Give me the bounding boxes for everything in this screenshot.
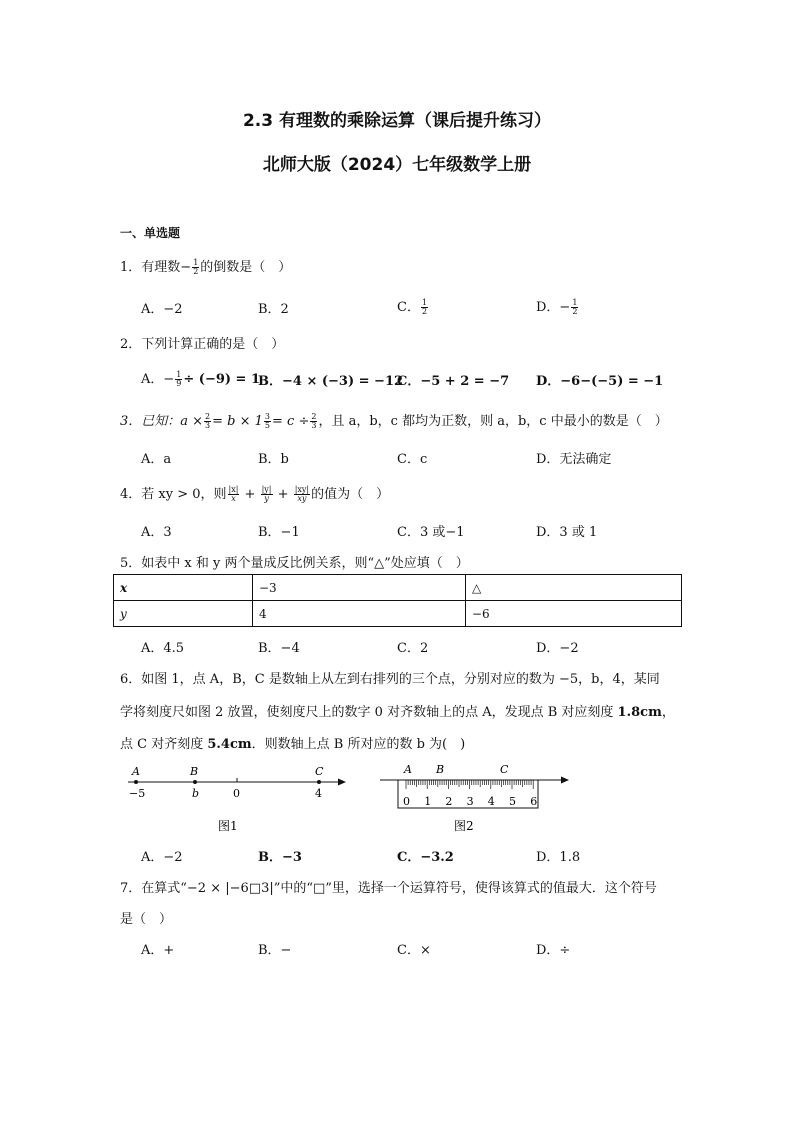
figure-2-ruler xyxy=(376,760,576,835)
fig2-label-b: B xyxy=(436,763,445,776)
question-7-line-1: 7．在算式“−2 × |−6□3|”中的“□”里，选择一个运算符号，使得该算式的值最大．这个符号 xyxy=(120,881,657,896)
q7-option-d[interactable]: D．÷ xyxy=(536,943,571,958)
arrow-icon xyxy=(561,777,569,784)
q7-option-a[interactable]: A．+ xyxy=(141,943,175,958)
q5-table xyxy=(113,574,682,627)
question-7-line-2: 是（ ） xyxy=(120,912,173,927)
point-c-dot xyxy=(317,780,321,784)
q4-option-d[interactable]: D．3 或 1 xyxy=(536,525,598,540)
fig1-caption: 图1 xyxy=(218,819,238,833)
ruler-label: 2 xyxy=(445,795,453,808)
fig2-caption: 图2 xyxy=(454,819,474,833)
ruler-label: 6 xyxy=(530,795,538,808)
ruler-label: 5 xyxy=(509,795,516,808)
question-6-line-2: 学将刻度尺如图 2 放置，使刻度尺上的数字 0 对齐数轴上的点 A，发现点 B 对应刻度 1.8cm， xyxy=(120,705,675,720)
point-b-dot xyxy=(193,780,197,784)
q5-option-a[interactable]: A．4.5 xyxy=(141,641,185,656)
ruler-labels xyxy=(403,795,537,808)
q6-option-a[interactable]: A．−2 xyxy=(141,850,183,865)
q5-option-d[interactable]: D．−2 xyxy=(536,641,579,656)
fig1-tick-0: 0 xyxy=(233,787,240,800)
q5-option-c[interactable]: C．2 xyxy=(397,641,429,656)
table-row: y 4 −6 xyxy=(114,601,682,627)
figure-1-number-line xyxy=(120,760,360,835)
question-2-stem: 2．下列计算正确的是（ ） xyxy=(120,337,285,352)
question-6-line-3: 点 C 对齐刻度 5.4cm．则数轴上点 B 所对应的数 b 为( ) xyxy=(120,737,466,752)
q7-option-c[interactable]: C．× xyxy=(397,943,431,958)
question-3-stem: 3．已知：a × $\frac{2}{3}$ = b × 1 $\frac{3}{5}$ = c ÷ $\frac{2}{3}$ ，且 a，b，c 都均为正数，则 a，b，c 中最小的数是（ ） xyxy=(120,412,668,430)
q1-option-a[interactable]: A．−2 xyxy=(141,302,183,317)
ruler-ticks xyxy=(406,780,533,789)
question-1-stem: 1．有理数− $\frac{1}{2}$ 的倒数是（ ） xyxy=(120,258,292,276)
fig1-tick-4: 4 xyxy=(315,787,322,800)
fig2-label-c: C xyxy=(500,763,509,776)
fig1-label-a: A xyxy=(132,765,140,778)
section-heading: 一、单选题 xyxy=(120,226,181,240)
question-5-stem: 5．如表中 x 和 y 两个量成反比例关系，则“△”处应填（ ） xyxy=(120,556,469,571)
fig2-label-a: A xyxy=(404,763,412,776)
q2-option-a[interactable]: A．− $\frac{1}{9}$ ÷ (−9) = 1 xyxy=(141,370,261,388)
q3-option-d[interactable]: D．无法确定 xyxy=(536,452,612,467)
document-title: 2.3 有理数的乘除运算（课后提升练习） xyxy=(242,111,552,131)
fig1-label-b: B xyxy=(190,765,199,778)
q6-option-d[interactable]: D．1.8 xyxy=(536,850,581,865)
q4-option-c[interactable]: C．3 或−1 xyxy=(397,525,465,540)
q7-option-b[interactable]: B．− xyxy=(258,943,292,958)
question-4-stem: 4．若 xy > 0，则 $\frac{|x|}{x}$ + $\frac{|y|}{y}$ + $\frac{|xy|}{xy}$的值为（ ） xyxy=(120,485,390,503)
q1-option-b[interactable]: B．2 xyxy=(258,302,289,317)
q3-option-a[interactable]: A．a xyxy=(141,452,172,467)
q4-option-a[interactable]: A．3 xyxy=(141,525,172,540)
fig1-tick-neg5: −5 xyxy=(129,787,146,800)
table-row: x −3 △ xyxy=(114,575,682,601)
ruler-label: 4 xyxy=(487,795,495,808)
fraction-one-half: $\frac{1}{2}$ xyxy=(193,258,199,276)
q5-option-b[interactable]: B．−4 xyxy=(258,641,300,656)
q1-option-d[interactable]: D．− $\frac{1}{2}$ xyxy=(536,298,578,316)
q6-option-c[interactable]: C．−3.2 xyxy=(397,850,454,865)
point-a-dot xyxy=(134,780,138,784)
ruler-label: 1 xyxy=(424,795,432,808)
q1-option-c[interactable]: C． $\frac{1}{2}$ xyxy=(397,298,428,316)
q6-option-b[interactable]: B．−3 xyxy=(258,850,302,865)
q3-option-b[interactable]: B．b xyxy=(258,452,289,467)
fig1-tick-b: b xyxy=(192,787,200,800)
q2-option-b[interactable]: B．−4 × (−3) = −12 xyxy=(258,374,404,389)
document-subtitle: 北师大版（2024）七年级数学上册 xyxy=(262,155,532,175)
fig1-label-c: C xyxy=(315,765,324,778)
arrow-icon xyxy=(338,779,346,786)
q4-option-b[interactable]: B．−1 xyxy=(258,525,300,540)
q3-option-c[interactable]: C．c xyxy=(397,452,428,467)
question-6-line-1: 6．如图 1，点 A，B，C 是数轴上从左到右排列的三个点，分别对应的数为 −5，b，4，某同 xyxy=(120,672,660,687)
q2-option-d[interactable]: D．−6−(−5) = −1 xyxy=(536,374,664,389)
ruler-label: 0 xyxy=(403,795,410,808)
q2-option-c[interactable]: C．−5 + 2 = −7 xyxy=(397,374,510,389)
ruler-label: 3 xyxy=(466,795,474,808)
